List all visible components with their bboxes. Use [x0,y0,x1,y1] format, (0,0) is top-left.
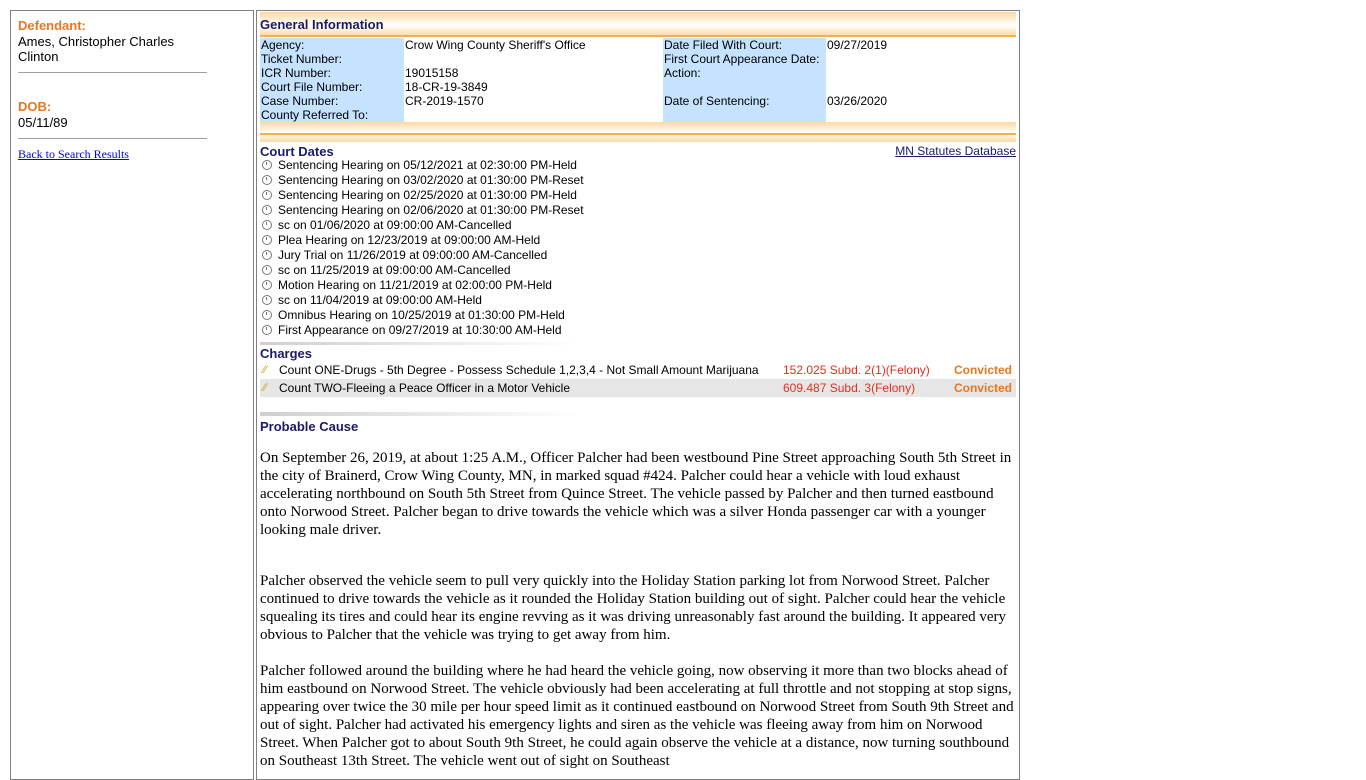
field-label: Court File Number: [260,80,404,94]
clock-icon [262,310,272,320]
charge-icon: ∕∕ [263,382,267,394]
court-date-item [260,218,584,233]
back-to-search-link[interactable]: Back to Search Results [18,147,129,161]
field-value: CR-2019-1570 [405,94,484,108]
clock-icon [262,265,272,275]
case-detail-panel [256,10,1020,780]
field-value: 03/26/2020 [827,94,888,108]
court-dates-title: Court Dates [260,144,334,159]
defendant-name: Ames, Christopher Charles Clinton [18,34,175,64]
section-header-line [260,35,1016,37]
separator [18,138,207,139]
section-divider-line [260,133,1016,135]
court-date-text: Motion Hearing on 11/21/2019 at 02:00:00 PM-Held [278,278,552,292]
court-date-item [260,293,584,308]
court-date-item [260,263,584,278]
defendant-label: Defendant: [18,18,86,33]
field-label [663,80,826,94]
field-value [404,52,663,66]
dob-label: DOB: [18,99,52,114]
court-date-item [260,158,584,173]
court-date-text: Sentencing Hearing on 05/12/2021 at 02:30:00 PM-Held [278,158,577,172]
general-info-table [260,38,1018,122]
charges-title: Charges [260,346,313,361]
clock-icon [262,220,272,230]
dob-value: 05/11/89 [18,115,68,130]
court-date-text: sc on 11/25/2019 at 09:00:00 AM-Cancelled [278,263,511,277]
charge-description: Count ONE-Drugs - 5th Degree - Possess Schedule 1,2,3,4 - Not Small Amount Marijuana [279,363,759,377]
probable-cause-text [260,449,1014,770]
field-label: Agency: [260,38,404,52]
court-date-text: Jury Trial on 11/26/2019 at 09:00:00 AM-Cancelled [278,248,548,262]
court-dates-list [260,158,584,338]
general-info-row [260,108,1018,122]
general-info-row [260,38,1018,52]
field-label [663,108,826,122]
clock-icon [262,280,272,290]
field-value [826,66,1018,80]
court-date-text: Sentencing Hearing on 03/02/2020 at 01:30:00 PM-Reset [278,173,584,187]
mn-statutes-link[interactable]: MN Statutes Database [895,144,1016,158]
clock-icon [262,295,272,305]
field-label: ICR Number: [260,66,404,80]
field-label: Action: [663,66,826,80]
clock-icon [262,190,272,200]
charge-description: Count TWO-Fleeing a Peace Officer in a Motor Vehicle [279,381,571,395]
charge-icon: ∕∕ [263,364,267,376]
field-value: 18-CR-19-3849 [405,80,488,94]
defendant-panel [10,10,254,780]
court-date-text: Sentencing Hearing on 02/06/2020 at 01:30:00 PM-Reset [278,203,584,217]
clock-icon [262,235,272,245]
court-date-text: sc on 11/04/2019 at 09:00:00 AM-Held [278,293,482,307]
clock-icon [262,160,272,170]
charge-statute: 609.487 Subd. 3(Felony) [783,381,916,395]
field-value [826,52,1018,66]
charge-result: Convicted [953,363,1012,377]
court-date-item [260,203,584,218]
general-info-row [260,52,1018,66]
probable-cause-paragraph: Palcher observed the vehicle seem to pull very quickly into the Holiday Station parking lot from Norwood Street. Palcher continued to drive towards the vehicle as it rounded the Holiday Station building out of sight. Palcher could hear the vehicle squealing its tires and could hear its engine revving as it was driving unreasonably fast around the building. It appeared very obvious to Palcher that the vehicle was trying to get away from him. [260,573,1007,643]
field-label: Date of Sentencing: [663,94,826,108]
field-label: County Referred To: [260,108,404,122]
court-date-item [260,308,584,323]
court-date-item [260,323,584,338]
field-value: 09/27/2019 [827,38,888,52]
general-info-row [260,80,1018,94]
field-label: Date Filed With Court: [663,38,826,52]
field-value: 19015158 [405,66,459,80]
court-date-text: Sentencing Hearing on 02/25/2020 at 01:30:00 PM-Held [278,188,577,202]
court-date-item [260,173,584,188]
court-date-item [260,233,584,248]
court-date-item [260,278,584,293]
general-info-row [260,94,1018,108]
court-date-text: First Appearance on 09/27/2019 at 10:30:00 AM-Held [278,323,562,337]
field-value [826,108,1018,122]
separator [18,72,207,73]
field-label: Ticket Number: [260,52,404,66]
field-value: Crow Wing County Sheriff's Office [405,38,586,52]
section-separator [260,412,580,416]
court-date-item [260,188,584,203]
section-separator [260,342,580,345]
clock-icon [262,175,272,185]
charge-row [260,379,1016,397]
court-date-item [260,248,584,263]
section-divider-band [260,122,1016,142]
field-label: First Court Appearance Date: [663,52,826,66]
general-info-row [260,66,1018,80]
court-date-text: Omnibus Hearing on 10/25/2019 at 01:30:00 PM-Held [278,308,565,322]
field-value [826,80,1018,94]
court-date-text: Plea Hearing on 12/23/2019 at 09:00:00 AM-Held [278,233,541,247]
probable-cause-paragraph: On September 26, 2019, at about 1:25 A.M., Officer Palcher had been westbound Pine Street approaching South 5th Street in the city of Brainerd, Crow Wing County, MN, in marked squad #424. Palcher could hear a vehicle with loud exhaust accelerating northbound on South 5th Street from Quince Street. The vehicle passed by Palcher and then turned eastbound onto Norwood Street. Palcher began to drive towards the vehicle which was a silver Honda passenger car with a younger looking male driver. [260,450,1012,538]
court-date-text: sc on 01/06/2020 at 09:00:00 AM-Cancelled [278,218,512,232]
charge-row [260,361,1016,379]
charge-statute: 152.025 Subd. 2(1)(Felony) [783,363,930,377]
general-info-title: General Information [260,17,384,32]
clock-icon [262,250,272,260]
field-value [404,108,663,122]
clock-icon [262,325,272,335]
clock-icon [262,205,272,215]
charge-result: Convicted [953,381,1012,395]
probable-cause-paragraph: Palcher followed around the building where he had heard the vehicle going, now observing it more than two blocks ahead of him eastbound on Norwood Street. The vehicle obviously had been accelerating at full throttle and not stopping at stop signs, appearing over twice the 30 mile per hour speed limit as it continued eastbound on Norwood Street from South 9th Street and out of sight. Palcher had activated his emergency lights and siren as the vehicle was fleeing away from him on Norwood Street. When Palcher got to about South 9th Street, he could again observe the vehicle at a distance, now turning southbound on Southeast 13th Street. The vehicle went out of sight on Southeast [260,663,1014,769]
probable-cause-title: Probable Cause [260,419,359,434]
field-label: Case Number: [260,94,404,108]
